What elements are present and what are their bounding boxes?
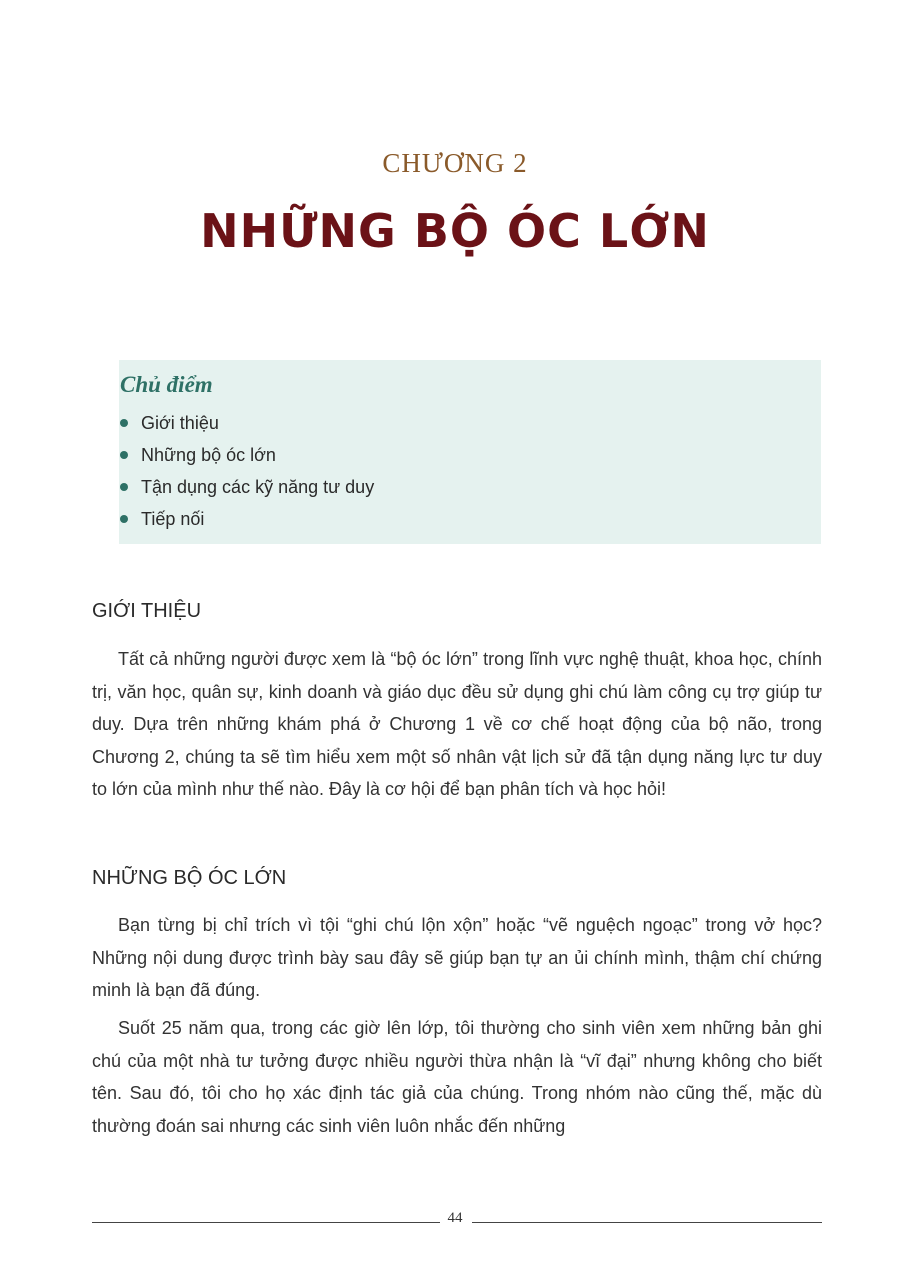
bullet-icon — [120, 515, 128, 523]
topic-item-label: Tận dụng các kỹ năng tư duy — [141, 477, 375, 497]
topic-item-label: Những bộ óc lớn — [141, 445, 276, 465]
footer-rule-left — [92, 1222, 440, 1223]
topics-heading: Chủ điểm — [120, 372, 213, 397]
topic-item — [119, 474, 374, 506]
topic-item — [119, 442, 374, 474]
footer-rule-right — [472, 1222, 822, 1223]
paragraph-intro: Tất cả những người được xem là “bộ óc lớn” trong lĩnh vực nghệ thuật, khoa học, chính trị, văn học, quân sự, kinh doanh và giáo dục đều sử dụng ghi chú làm công cụ trợ giúp tư duy. Dựa trên những khám phá ở Chương 1 về cơ chế hoạt động của bộ não, trong Chương 2, chúng ta sẽ tìm hiểu xem một số nhân vật lịch sử đã tận dụng năng lực tư duy to lớn của mình như thế nào. Đây là cơ hội để bạn phân tích và học hỏi! — [92, 649, 822, 799]
bullet-icon — [120, 419, 128, 427]
topic-item — [119, 410, 374, 442]
bullet-icon — [120, 451, 128, 459]
topics-box — [119, 360, 821, 544]
topic-item-label: Giới thiệu — [141, 413, 219, 433]
topic-item — [119, 506, 374, 538]
paragraph-great-minds-1: Bạn từng bị chỉ trích vì tội “ghi chú lộn xộn” hoặc “vẽ nguệch ngoạc” trong vở học? Những nội dung được trình bày sau đây sẽ giúp bạn tự an ủi chính mình, thậm chí chứng minh là bạn đã đúng. — [92, 915, 822, 1000]
chapter-label: CHƯƠNG 2 — [382, 148, 528, 178]
paragraph-great-minds-2: Suốt 25 năm qua, trong các giờ lên lớp, tôi thường cho sinh viên xem những bản ghi chú của một nhà tư tưởng được nhiều người thừa nhận là “vĩ đại” nhưng không cho biết tên. Sau đó, tôi cho họ xác định tác giả của chúng. Trong nhóm nào cũng thế, mặc dù thường đoán sai nhưng các sinh viên luôn nhắc đến những — [92, 1018, 822, 1136]
topics-list — [119, 410, 374, 538]
topic-item-label: Tiếp nối — [141, 509, 205, 529]
chapter-title: NHỮNG BỘ ÓC LỚN — [200, 204, 710, 258]
section-heading-great-minds: NHỮNG BỘ ÓC LỚN — [92, 867, 287, 889]
page-number: 44 — [447, 1210, 463, 1226]
section-heading-intro: GIỚI THIỆU — [92, 600, 202, 622]
bullet-icon — [120, 483, 128, 491]
